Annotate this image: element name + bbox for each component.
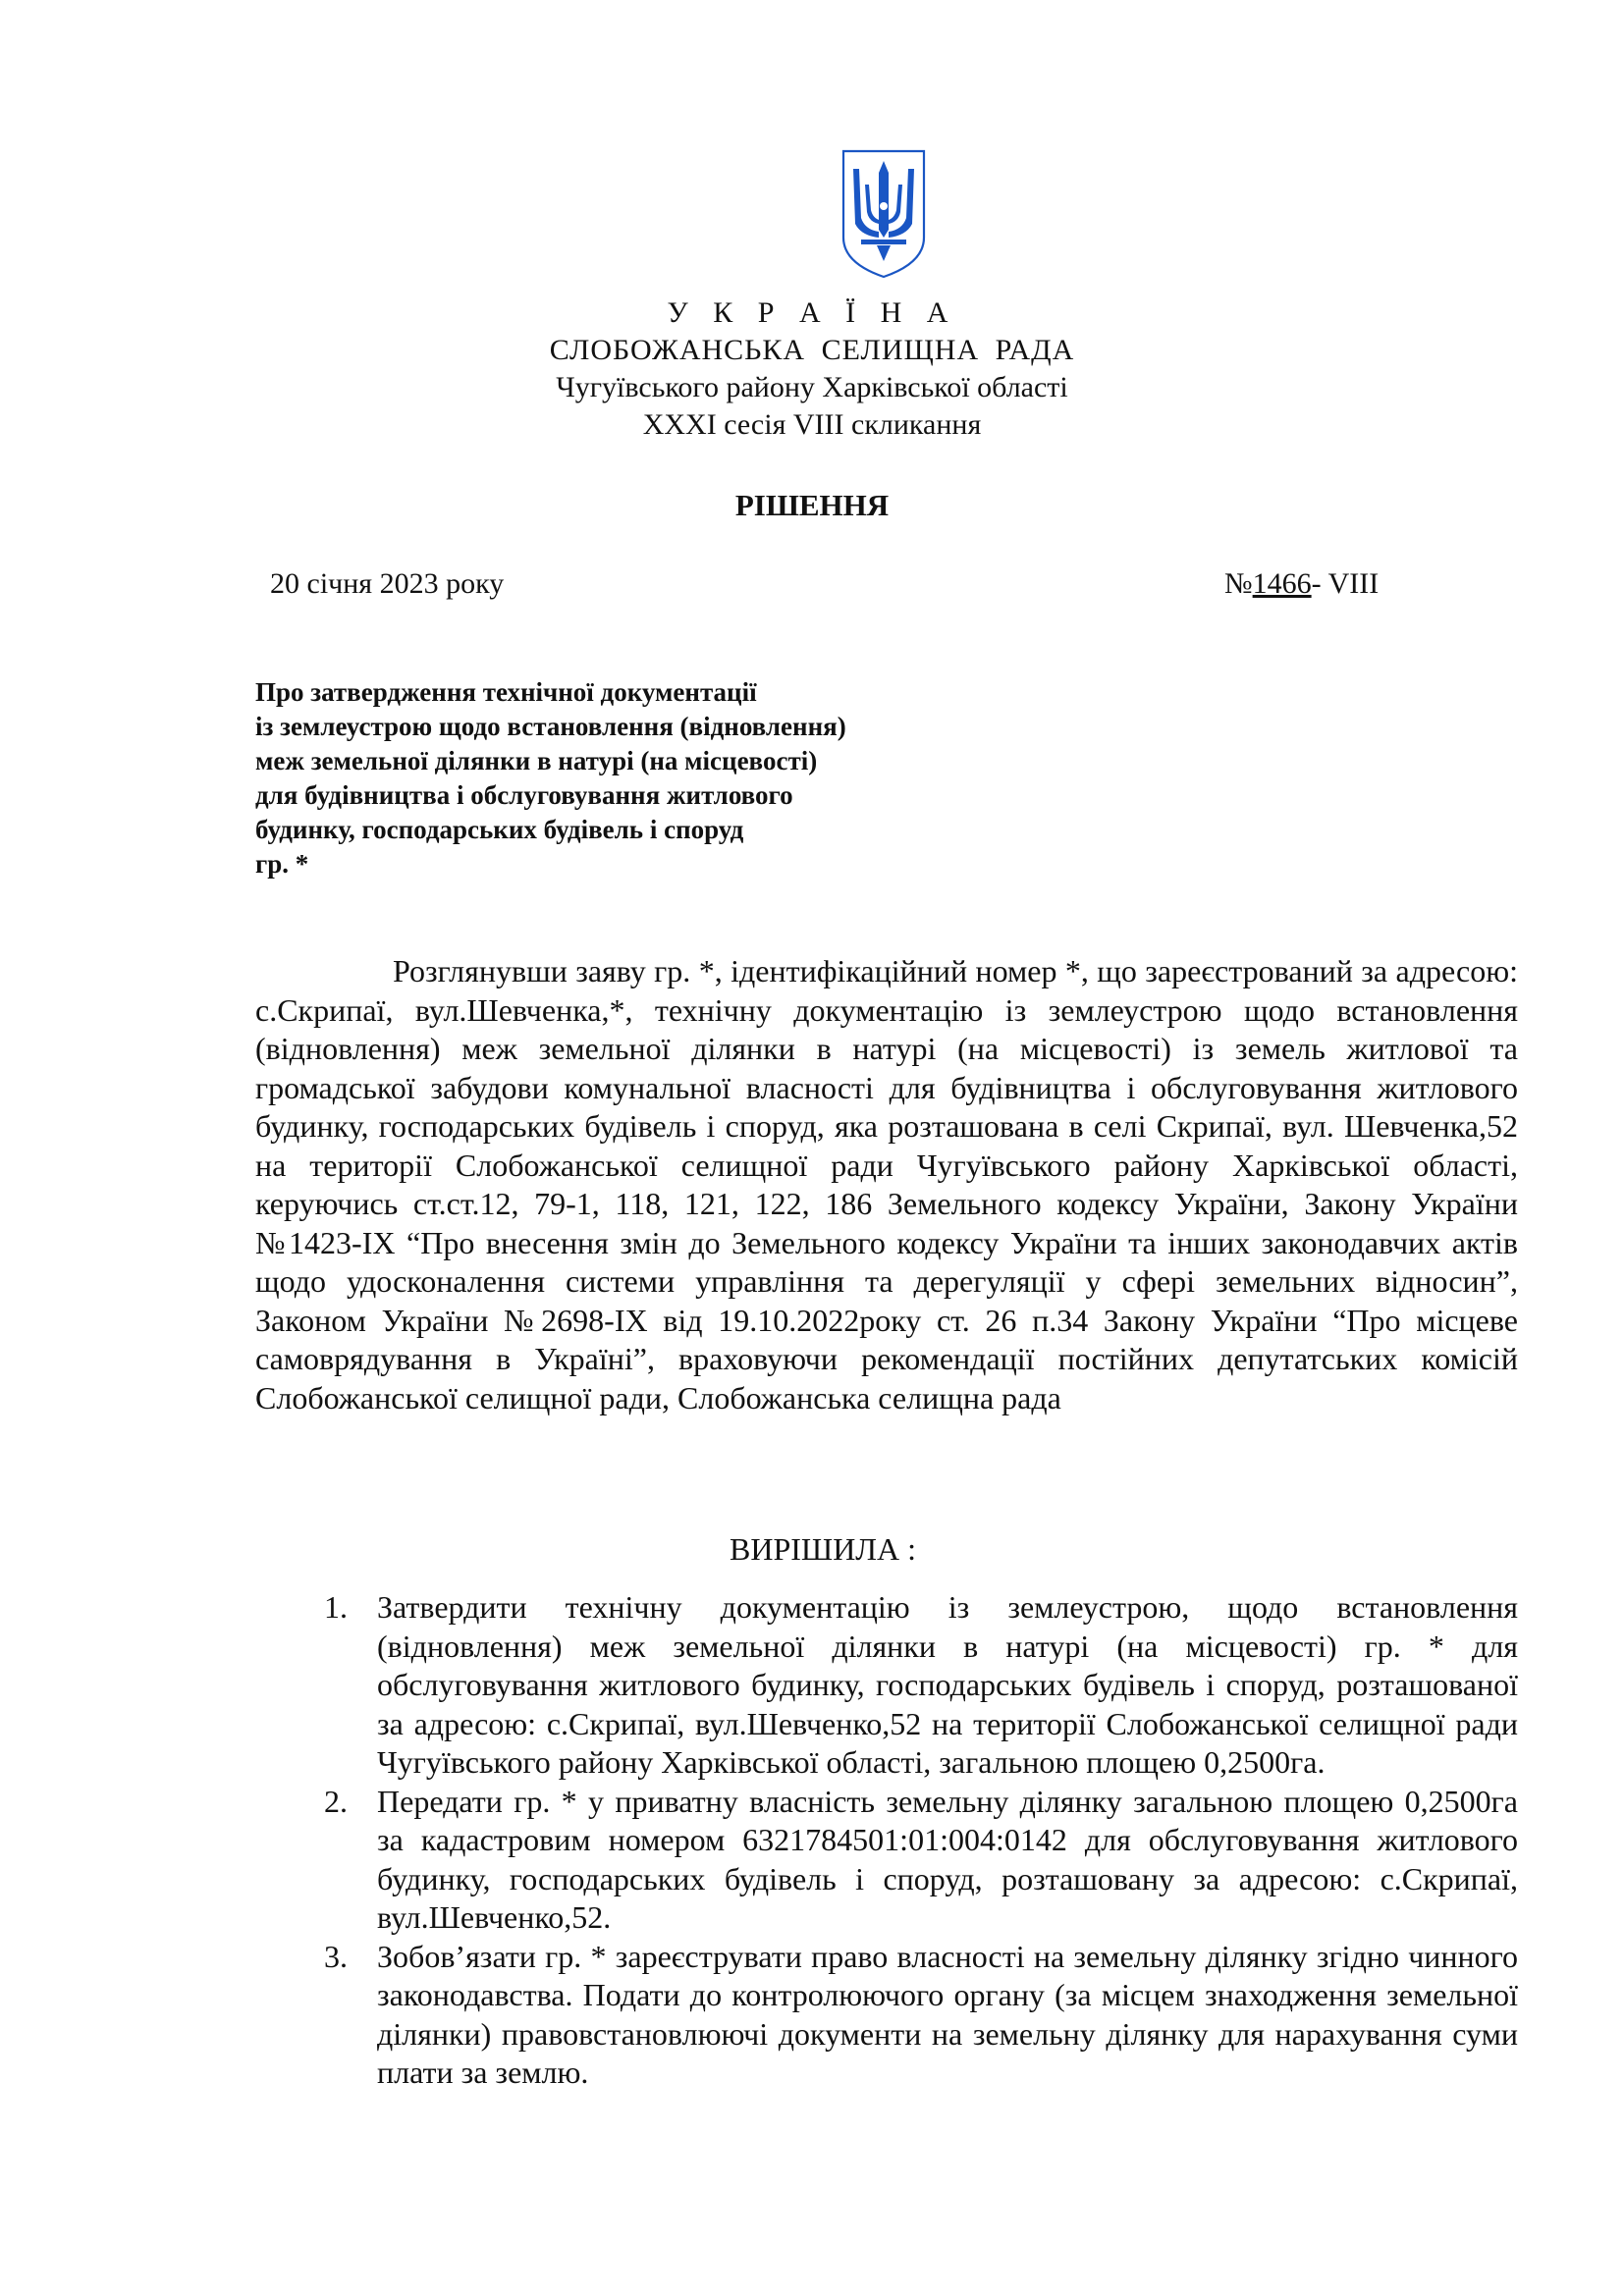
preamble-paragraph: Розглянувши заяву гр. *, ідентифікаційний номер *, що зареєстрований за адресою: с.Скрипаї, вул.Шевченка,*, технічну документацію із землеустрою щодо встановлення (відновлення) меж земельної ділянки в натурі (на місцевості) із земель житлової та громадської забудови комунальної власності для будівництва і обслуговування житлового будинку, господарських будівель і споруд, яка розташована в селі Скрипаї, вул. Шевченка,52 на території Слобожанської селищної ради Чугуївського району Харківської області, керуючись ст.ст.12, 79-1, 118, 121, 122, 186 Земельного кодексу України, Закону України №1423-IX “Про внесення змін до Земельного кодексу України та інших законодавчих актів щодо удосконалення системи управління та дерегуляції у сфері земельних відносин”, Законом України №2698-IX від 19.10.2022року ст. 26 п.34 Закону України “Про місцеве самоврядування в Україні”, враховуючи рекомендації постійних депутатських комісій Слобожанської селищної ради, Слобожанська селищна рада: [255, 953, 1518, 1415]
list-item: [324, 1783, 1518, 1938]
coat-of-arms-icon: [839, 147, 928, 281]
subject-line: будинку, господарських будівель і споруд: [255, 815, 744, 844]
number-value: 1466: [1252, 567, 1312, 600]
subject-line: із землеустрою щодо встановлення (відновлення): [255, 712, 846, 741]
header-district: [0, 369, 1624, 406]
item-number: 3.: [324, 1938, 348, 1974]
session-name: XXXI сесія VIII скликання: [642, 408, 982, 441]
item-text: Передати гр. * у приватну власність земельну ділянку загальною площею 0,2500га за кадастровим номером 6321784501:01:004:0142 для обслуговування житлового будинку, господарських будівель і споруд, розташовану за адресою: с.Скрипаї, вул.Шевченко,52.: [377, 1783, 1518, 1935]
district-name: Чугуївського району Харківської області: [556, 371, 1068, 403]
number-prefix: №: [1224, 567, 1253, 600]
item-number: 2.: [324, 1783, 348, 1819]
decision-number: [1224, 567, 1379, 601]
item-text: Затвердити технічну документацію із землеустрою, щодо встановлення (відновлення) меж земельної ділянки в натурі (на місцевості) гр. * для обслуговування житлового будинку, господарських будівель і споруд, розташованої за адресою: с.Скрипаї, вул.Шевченко,52 на території Слобожанської селищної ради Чугуївського району Харківської області, загальною площею 0,2500га.: [377, 1589, 1518, 1780]
header-session: [0, 406, 1624, 444]
list-item: [324, 1588, 1518, 1783]
list-item: [324, 1938, 1518, 2093]
item-text: Зобов’язати гр. * зареєструвати право власності на земельну ділянку згідно чинного законодавства. Подати до контролюючого органу (за місцем знаходження земельної ділянки) правовстановлюючі документи на земельну ділянку для нарахування суми плати за землю.: [377, 1938, 1518, 2090]
subject-line: меж земельної ділянки в натурі (на місцевості): [255, 746, 818, 775]
header-country: [0, 294, 1624, 332]
decision-subject: [255, 675, 1001, 881]
subject-line: гр. *: [255, 849, 309, 879]
decision-date: 20 січня 2023 року: [270, 567, 505, 600]
country-name: У К Р А Ї Н А: [667, 296, 957, 329]
header-council: [0, 332, 1624, 369]
council-name: СЛОБОЖАНСЬКА СЕЛИЩНА РАДА: [549, 334, 1075, 366]
preamble: [255, 952, 1518, 1417]
subject-line: для будівництва і обслуговування житлового: [255, 780, 793, 810]
item-number: 1.: [324, 1589, 348, 1625]
document-title: РІШЕННЯ: [734, 488, 890, 522]
decided-heading: ВИРІШИЛА :: [730, 1531, 916, 1567]
decision-items: [324, 1588, 1518, 2093]
subject-line: Про затвердження технічної документації: [255, 677, 757, 707]
number-suffix: - VIII: [1311, 567, 1380, 600]
